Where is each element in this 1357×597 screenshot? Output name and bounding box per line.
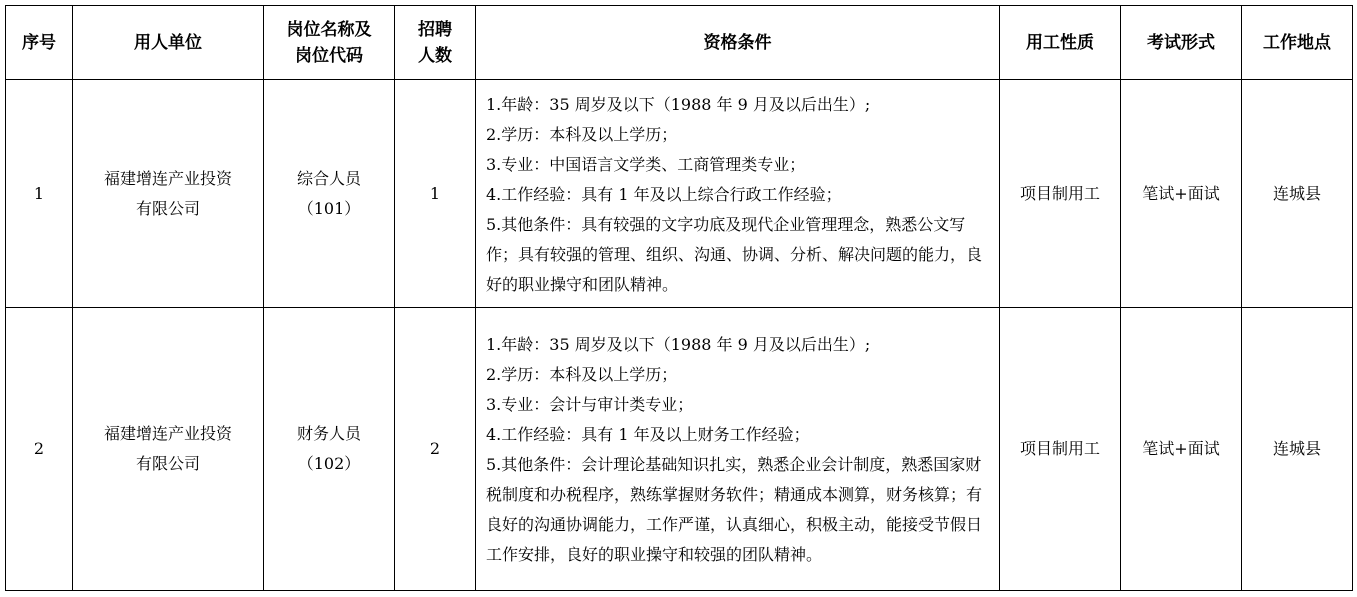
requirement-other: 5.其他条件：会计理论基础知识扎实，熟悉企业会计制度，熟悉国家财税制度和办税程序，熟练掌握财务软件；精通成本测算，财务核算；有良好的沟通协调能力，工作严谨，认真细心，积极主动，能接受节假日工作安排，良好的职业操守和较强的团队精神。: [486, 455, 983, 564]
row-unit-line2: 有限公司: [135, 454, 200, 473]
requirement-education: 2.学历：本科及以上学历；: [486, 124, 678, 144]
header-requirements: 资格条件: [476, 6, 1000, 80]
header-employment-type: 用工性质: [1000, 6, 1121, 80]
row-unit-line1: 福建增连产业投资: [103, 424, 232, 443]
row-position-code: （101）: [297, 198, 361, 218]
requirement-age: 1.年龄：35 周岁及以下（1988 年 9 月及以后出生）;: [486, 94, 871, 114]
row-position-name: 综合人员: [296, 168, 361, 188]
row-no: 2: [6, 308, 73, 591]
header-count-line1: 招聘: [418, 19, 452, 40]
requirement-other: 5.其他条件：具有较强的文字功底及现代企业管理理念，熟悉公文写作；具有较强的管理、组织、沟通、协调、分析、解决问题的能力，良好的职业操守和团队精神。: [486, 214, 983, 294]
table-row: [6, 308, 1353, 591]
row-unit-line2: 有限公司: [135, 198, 200, 218]
table-row: [6, 80, 1353, 308]
row-unit: [73, 308, 264, 591]
row-unit-line1: 福建增连产业投资: [103, 168, 232, 188]
requirement-education: 2.学历：本科及以上学历；: [486, 365, 678, 384]
header-position: [264, 6, 395, 80]
header-location: 工作地点: [1242, 6, 1353, 80]
row-no: 1: [6, 80, 73, 308]
header-position-line2: 岗位代码: [295, 45, 363, 66]
header-row: [6, 6, 1353, 80]
header-position-line1: 岗位名称及: [286, 19, 372, 40]
requirement-major: 3.专业：中国语言文学类、工商管理类专业；: [486, 154, 806, 174]
header-count: [395, 6, 476, 80]
requirement-age: 1.年龄：35 周岁及以下（1988 年 9 月及以后出生）;: [486, 335, 871, 354]
requirement-experience: 4.工作经验：具有 1 年及以上综合行政工作经验；: [486, 184, 842, 204]
recruitment-table: [5, 5, 1353, 591]
row-location: 连城县: [1242, 80, 1353, 308]
row-count: 2: [395, 308, 476, 591]
header-unit: 用人单位: [73, 6, 264, 80]
row-position-name: 财务人员: [296, 424, 361, 443]
row-employment-type: 项目制用工: [1000, 80, 1121, 308]
row-position-code: （102）: [297, 454, 361, 473]
requirement-major: 3.专业：会计与审计类专业；: [486, 395, 694, 414]
header-no: 序号: [6, 6, 73, 80]
header-exam-form: 考试形式: [1121, 6, 1242, 80]
row-unit: [73, 80, 264, 308]
row-location: 连城县: [1242, 308, 1353, 591]
row-position: [264, 80, 395, 308]
requirement-experience: 4.工作经验：具有 1 年及以上财务工作经验；: [486, 425, 810, 444]
row-exam-form: 笔试+面试: [1121, 80, 1242, 308]
row-requirements: [476, 80, 1000, 308]
row-employment-type: 项目制用工: [1000, 308, 1121, 591]
header-count-line2: 人数: [418, 45, 452, 66]
row-count: 1: [395, 80, 476, 308]
row-exam-form: 笔试+面试: [1121, 308, 1242, 591]
row-requirements: [476, 308, 1000, 591]
row-position: [264, 308, 395, 591]
